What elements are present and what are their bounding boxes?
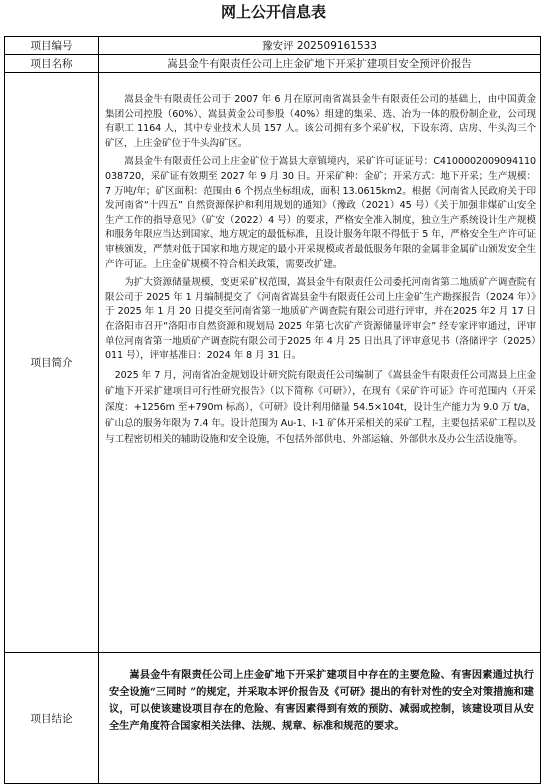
intro-paragraph-4: 2025 年 7 月，河南省冶金规划设计研究院有限责任公司编制了《嵩县金牛有限责任公司嵩县上庄金矿地下开采扩建项目可行性研究报告》（以下简称《可研》），在现有《采矿许可证》许可范围内（开采深度：+1256m 至+790m 标高），《可研》设计利用储量 54.5×104t，设计生产能力为 9.0 万 t/a，矿山总的服务年限为 7.4 年。设计范围为 Au-1、I-1 矿体开采相关的采矿工程，主要包括采矿工程以及与工程密切相关的辅助设施和安全设施，不包括外部供电、外部运输、外部供水及办公生活设施等。 [105,369,536,445]
project-intro-value [99,73,541,653]
project-name-label: 项目名称 [5,55,99,73]
intro-paragraph-1: 嵩县金牛有限责任公司于 2007 年 6 月在原河南省嵩县金牛有限责任公司的基础上，由中国黄金集团公司控股（60%）、嵩县黄金公司参股（40%）组建的集采、选、冶为一体的股份制企业，公司现有职工 1164 人，其中专业技术人员 157 人。该公司拥有多个采矿权，下设东湾、店房、牛头沟三个矿区，上庄金矿位于牛头沟矿区。 [105,94,536,149]
intro-paragraph-3: 为扩大资源储量规模，变更采矿权范围，嵩县金牛有限责任公司委托河南省第二地质矿产调查院有限公司于 2025 年 1 月编制提交了《河南省嵩县金牛有限责任公司上庄金矿生产勘探报告（2024 年）》于 2025 年 1 月 20 日提交至河南省第一地质矿产调查院有限公司进行评审，并在2025 年2 月 17 日在洛阳市召开“洛阳市自然资源和规划局 2025 年第七次矿产资源储量评审会” 经专家评审通过，评审单位河南省第一地质矿产调查院有限公司于2025 年 4 月 25 日出具了评审意见书（洛储评字（2025）011 号），评审基准日：2024 年 8 月 31 日。 [105,277,536,362]
project-conclusion-value [99,653,541,784]
intro-paragraph-2: 嵩县金牛有限责任公司上庄金矿位于嵩县大章镇境内，采矿许可证证号：C4100002009094110038720，采矿证有效期至 2027 年 9 月 30 日。开采矿种：金矿；开采方式：地下开采；生产规模：7 万吨/年；矿区面积：范围由 6 个拐点坐标组成，面积 13.0615km2。根据《河南省人民政府关于印发河南省“十四五” 自然资源保护和利用规划的通知》（豫政（2021）45 号）《关于加强非煤矿山安全生产工作的指导意见》（矿安（2022）4 号）的要求，严格安全准入制度，独立生产系统设计生产规模和服务年限应当达到国家、地方规定的最低标准，且设计服务年限不得低于 5 年，严格安全生产许可证审核颁发，严禁对低于国家和地方规定的最小开采规模或者最低服务年限的金属非金属矿山颁发安全生产许可证。上庄金矿规模不符合相关政策，需要改扩建。 [105,156,536,270]
table-row-project-code [5,37,541,55]
project-conclusion-label: 项目结论 [5,653,99,784]
conclusion-text: 嵩县金牛有限责任公司上庄金矿地下开采扩建项目中存在的主要危险、有害因素通过执行安全设施“三同时 ”的规定，并采取本评价报告及《可研》提出的有针对性的安全对策措施和建议，可以使该建设项目存在的危险、有害因素得到有效的预防、减弱或控制，该建设项目从安全生产角度符合国家相关法律、法规、规章、标准和规范的要求。 [109,669,534,732]
table-row-project-conclusion [5,653,541,784]
project-intro-label: 项目简介 [5,73,99,653]
page-title: 网上公开信息表 [220,3,326,21]
project-name-value: 嵩县金牛有限责任公司上庄金矿地下开采扩建项目安全预评价报告 [99,55,541,73]
project-code-label: 项目编号 [5,37,99,55]
project-code-value: 豫安评 202509161533 [99,37,541,55]
table-row-project-name [5,55,541,73]
table-row-project-intro [5,73,541,653]
info-table [4,36,541,784]
